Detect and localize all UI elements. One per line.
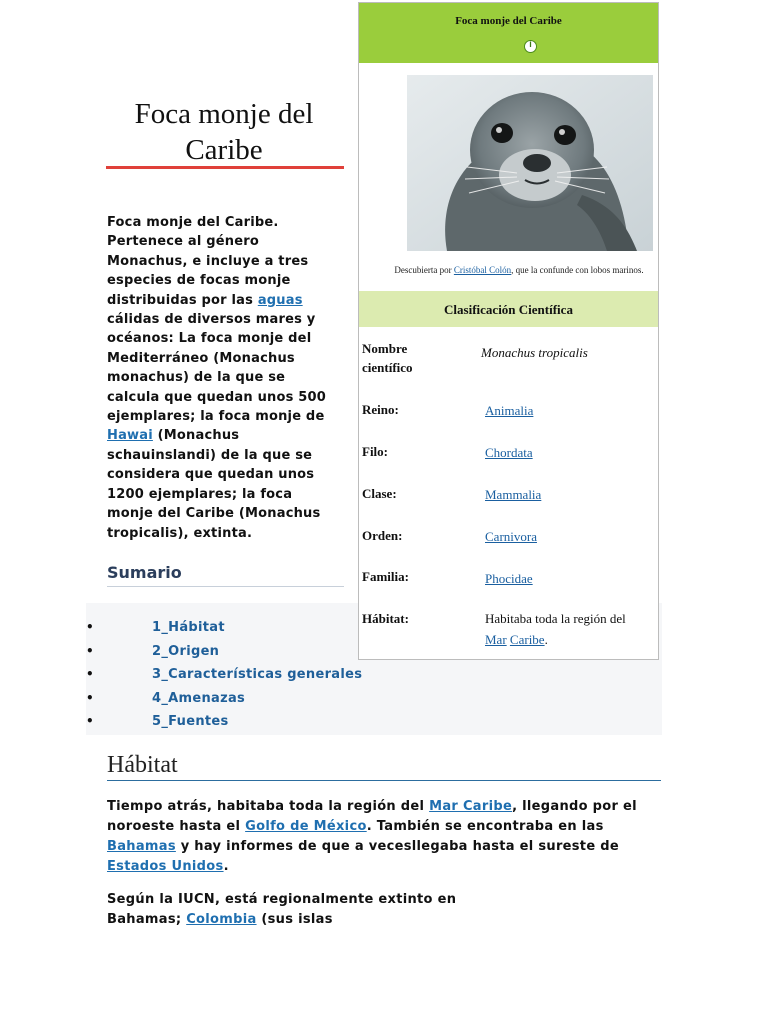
- link-caribe[interactable]: Caribe: [509, 632, 545, 647]
- sumario-divider: [107, 586, 344, 587]
- caption-text-2: , que la confunde con lobos marinos.: [511, 265, 644, 275]
- infobox-title: Foca monje del Caribe: [455, 15, 562, 27]
- title-underline: [106, 166, 344, 169]
- intro-text-1: Foca monje del Caribe. Pertenece al género Monachus, e incluye a tres especies de focas monje distribuidas por las: [107, 215, 309, 308]
- bullet: •: [86, 667, 94, 681]
- row-label-habitat: Hábitat:: [362, 611, 409, 626]
- p1-text-4: y hay informes de que a vecesllegaba hasta el sureste de: [175, 839, 619, 854]
- row-label-reino: Reino:: [362, 402, 399, 417]
- row-label-nombre: Nombre científico: [362, 341, 413, 375]
- link-mar[interactable]: Mar: [485, 632, 507, 647]
- infobox: [358, 2, 659, 660]
- sumario-heading: Sumario: [107, 563, 182, 582]
- intro-text-2: cálidas de diversos mares y océanos: La foca monje del Mediterráneo (Monachus monachus) de la que se calcula que quedan unos 500 ejemplares; la foca monje de: [107, 312, 327, 425]
- bullet: •: [86, 714, 94, 728]
- info-icon[interactable]: [524, 40, 537, 53]
- link-bahamas[interactable]: Bahamas: [107, 839, 176, 854]
- row-label-orden: Orden:: [362, 528, 403, 543]
- link-golfo-de-mexico[interactable]: Golfo de México: [245, 819, 367, 834]
- classification-header: [359, 291, 658, 327]
- toc-link-habitat[interactable]: 1_Hábitat: [152, 620, 225, 635]
- row-value-nombre: Monachus tropicalis: [481, 345, 588, 360]
- p1-text-5: .: [223, 859, 229, 874]
- caption-text-1: Descubierta por: [394, 265, 454, 275]
- link-mar-caribe[interactable]: Mar Caribe: [429, 799, 513, 814]
- p1-text-2: , llegando por el noroeste hasta el: [107, 799, 637, 834]
- link-aguas[interactable]: aguas: [257, 292, 303, 308]
- intro-text-3: (Monachus schauinslandi) de la que se considera que quedan unos 1200 ejemplares; la foca monje del Caribe (Monachus tropicalis), extinta.: [107, 428, 321, 541]
- toc-link-origen[interactable]: 2_Origen: [152, 643, 220, 659]
- page-title: Foca monje del Caribe: [134, 98, 314, 166]
- link-carnivora[interactable]: Carnivora: [485, 529, 537, 544]
- infobox-header: [359, 3, 658, 63]
- link-cristobal-colon[interactable]: Cristóbal Colón: [453, 265, 512, 275]
- link-phocidae[interactable]: Phocidae: [485, 571, 533, 586]
- link-mammalia[interactable]: Mammalia: [485, 487, 542, 502]
- p1-text-1: Tiempo atrás, habitaba toda la región del: [107, 799, 430, 814]
- habitat-paragraph-1: [107, 797, 667, 877]
- row-label-clase: Clase:: [362, 486, 397, 501]
- link-animalia[interactable]: Animalia: [485, 403, 534, 418]
- seal-photo: [407, 75, 653, 251]
- row-label-familia: Familia:: [362, 569, 409, 584]
- toc-link-caracteristicas[interactable]: 3_Características generales: [152, 667, 363, 682]
- row-label-filo: Filo:: [362, 444, 388, 459]
- p2-text-1: Según la IUCN, está regionalmente extinto en Bahamas;: [107, 892, 457, 927]
- bullet: •: [86, 690, 94, 705]
- p2-text-2: (sus islas: [256, 912, 333, 927]
- photo-caption: [359, 265, 679, 275]
- link-estados-unidos[interactable]: Estados Unidos: [107, 859, 224, 874]
- habitat-value-text: Habitaba toda la región del: [485, 611, 626, 626]
- bullet: •: [86, 620, 94, 634]
- habitat-value-suffix: .: [544, 632, 548, 647]
- p1-text-3: . También se encontraba en las: [366, 819, 604, 834]
- bullet: •: [86, 643, 94, 658]
- row-value-habitat: [485, 608, 635, 650]
- habitat-heading: Hábitat: [107, 752, 178, 778]
- link-hawai[interactable]: Hawai: [107, 428, 153, 444]
- intro-paragraph: [107, 213, 339, 543]
- link-chordata[interactable]: Chordata: [485, 445, 533, 460]
- link-colombia[interactable]: Colombia: [186, 912, 257, 927]
- toc-link-amenazas[interactable]: 4_Amenazas: [152, 690, 246, 706]
- classification-title: Clasificación Científica: [444, 302, 573, 317]
- habitat-paragraph-2: [107, 890, 507, 930]
- habitat-divider: [107, 780, 661, 781]
- toc-link-fuentes[interactable]: 5_Fuentes: [152, 714, 229, 729]
